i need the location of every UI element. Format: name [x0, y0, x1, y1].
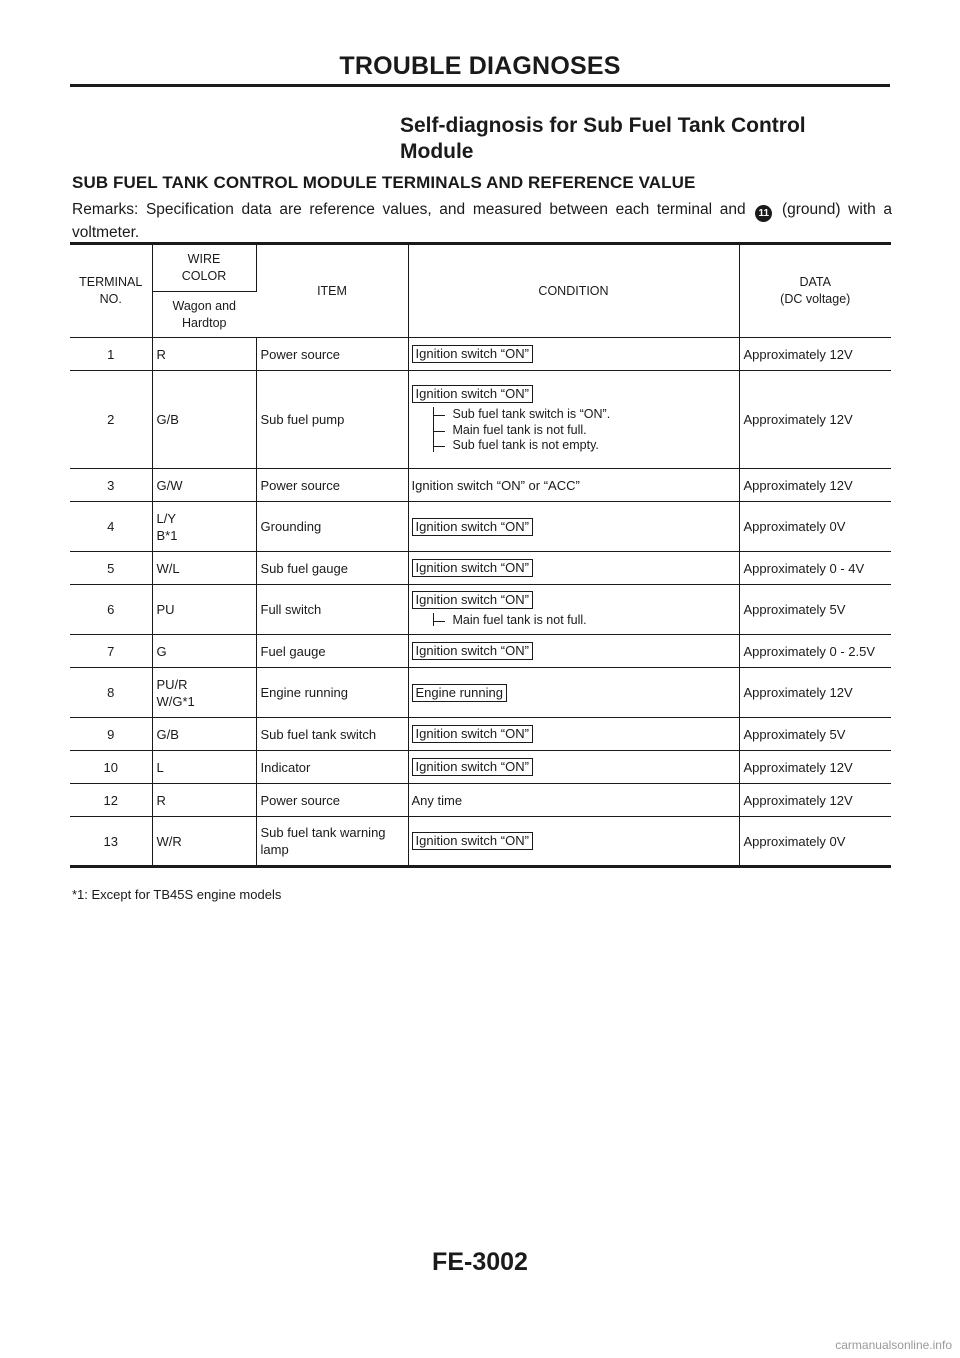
cell-condition: [408, 784, 739, 817]
cell-condition: [408, 338, 739, 371]
cell-condition: [408, 718, 739, 751]
condition-text: Any time: [411, 792, 463, 808]
cell-terminal-no: 7: [70, 635, 152, 668]
item-line-1: Sub fuel pump: [260, 412, 345, 427]
cell-data: Approximately 12V: [739, 371, 891, 469]
cell-wire-color: [152, 718, 256, 751]
cell-data: Approximately 5V: [739, 585, 891, 635]
cell-wire-color: [152, 635, 256, 668]
table-row: [70, 502, 891, 552]
condition-sub-list: [433, 407, 735, 454]
condition-bracket-tick: [433, 415, 445, 416]
wire-color-line-1: W/R: [156, 833, 182, 849]
cell-data: Approximately 12V: [739, 469, 891, 502]
header-divider: [70, 84, 890, 87]
cell-data: Approximately 0 - 2.5V: [739, 635, 891, 668]
condition-sub-item: Main fuel tank is not full.: [452, 612, 587, 627]
wire-color-line-2: B*1: [156, 527, 178, 543]
table-row: [70, 751, 891, 784]
condition-sub-list: [433, 613, 735, 629]
header-wire-sub-line-1: Wagon and: [172, 298, 236, 313]
section-title-line-1: Self-diagnosis for Sub Fuel Tank Control: [400, 114, 806, 137]
cell-terminal-no: 13: [70, 817, 152, 867]
cell-condition: [408, 469, 739, 502]
cell-terminal-no: 2: [70, 371, 152, 469]
cell-data: Approximately 0V: [739, 817, 891, 867]
table-row: [70, 338, 891, 371]
cell-wire-color: [152, 469, 256, 502]
wire-color-line-1: G: [156, 643, 167, 659]
cell-data: Approximately 12V: [739, 668, 891, 718]
cell-item: [256, 817, 408, 867]
header-wire-subheader: [152, 292, 256, 338]
wire-color-line-1: PU: [156, 602, 175, 617]
item-line-1: Sub fuel tank warning: [260, 825, 386, 840]
condition-sub-item: Main fuel tank is not full.: [452, 422, 587, 437]
cell-item: [256, 718, 408, 751]
cell-condition: [408, 371, 739, 469]
item-line-1: Fuel gauge: [260, 643, 326, 659]
condition-text: Ignition switch “ON”: [412, 591, 533, 609]
header-wire-sub-line-2: Hardtop: [182, 315, 227, 330]
header-terminal-line-1: TERMINAL: [79, 275, 143, 289]
condition-bracket: [433, 613, 434, 627]
cell-data: Approximately 12V: [739, 338, 891, 371]
cell-terminal-no: 4: [70, 502, 152, 552]
cell-terminal-no: 9: [70, 718, 152, 751]
header-wire-line-1: WIRE: [187, 252, 221, 266]
cell-wire-color: [152, 371, 256, 469]
cell-condition: [408, 585, 739, 635]
cell-item: [256, 338, 408, 371]
section-title-line-2: Module: [400, 140, 474, 163]
condition-sub-item: Sub fuel tank is not empty.: [452, 438, 599, 453]
cell-wire-color: [152, 502, 256, 552]
condition-bracket-tick: [433, 621, 445, 622]
table-row: [70, 635, 891, 668]
condition-text: Ignition switch “ON” or “ACC”: [411, 477, 580, 493]
wire-color-line-1: G/B: [156, 726, 179, 742]
wire-color-line-1: R: [156, 792, 166, 808]
cell-terminal-no: 8: [70, 668, 152, 718]
cell-item: [256, 751, 408, 784]
condition-text: Ignition switch “ON”: [412, 385, 533, 403]
cell-item: [256, 668, 408, 718]
connector-terminal-symbol: 11: [755, 205, 772, 222]
condition-bracket-tick: [433, 431, 445, 432]
remarks-paragraph: [72, 199, 892, 243]
cell-condition: [408, 817, 739, 867]
cell-data: Approximately 0 - 4V: [739, 552, 891, 585]
section-title: [400, 113, 880, 165]
table-row: [70, 718, 891, 751]
wire-color-line-1: R: [156, 346, 166, 362]
condition-bracket: [433, 407, 434, 452]
cell-terminal-no: 1: [70, 338, 152, 371]
cell-item: [256, 552, 408, 585]
cell-wire-color: [152, 817, 256, 867]
header-data-line-1: DATA: [799, 275, 831, 289]
cell-item: [256, 469, 408, 502]
wire-color-line-1: L: [156, 759, 164, 775]
condition-text: Engine running: [412, 684, 507, 702]
cell-data: Approximately 12V: [739, 751, 891, 784]
item-line-1: Power source: [260, 792, 340, 808]
cell-condition: [408, 635, 739, 668]
condition-text: Ignition switch “ON”: [412, 832, 533, 850]
wire-color-line-1: G/B: [156, 412, 179, 427]
table-row: [70, 784, 891, 817]
wire-color-line-1: PU/R: [156, 676, 188, 692]
condition-text: Ignition switch “ON”: [412, 559, 533, 577]
table-row: [70, 469, 891, 502]
cell-item: [256, 502, 408, 552]
header-terminal-line-2: NO.: [99, 292, 122, 306]
header-data-line-2: (DC voltage): [780, 292, 851, 306]
table-row: [70, 817, 891, 867]
cell-condition: [408, 502, 739, 552]
cell-data: Approximately 0V: [739, 502, 891, 552]
cell-wire-color: [152, 338, 256, 371]
table-heading: SUB FUEL TANK CONTROL MODULE TERMINALS AND REFERENCE VALUE: [72, 173, 696, 192]
wire-color-line-1: W/L: [156, 560, 180, 576]
condition-text: Ignition switch “ON”: [412, 518, 533, 536]
cell-item: [256, 585, 408, 635]
terminals-reference-table: [70, 242, 891, 868]
remarks-text-end: (ground) with a voltmeter.: [72, 201, 893, 241]
item-line-2: lamp: [260, 842, 289, 857]
table-row: [70, 585, 891, 635]
table-row: [70, 552, 891, 585]
cell-data: Approximately 5V: [739, 718, 891, 751]
item-line-1: Power source: [260, 346, 340, 362]
cell-terminal-no: 12: [70, 784, 152, 817]
page-number: FE-3002: [432, 1248, 528, 1276]
wire-color-line-1: G/W: [156, 477, 183, 493]
cell-condition: [408, 552, 739, 585]
condition-text: Ignition switch “ON”: [412, 725, 533, 743]
cell-item: [256, 784, 408, 817]
header-item: ITEM: [256, 244, 408, 338]
cell-wire-color: [152, 751, 256, 784]
cell-wire-color: [152, 784, 256, 817]
cell-data: Approximately 12V: [739, 784, 891, 817]
table-row: [70, 668, 891, 718]
item-line-1: Sub fuel gauge: [260, 560, 348, 576]
condition-bracket-tick: [433, 446, 445, 447]
item-line-1: Indicator: [260, 759, 311, 775]
remarks-text-start: Remarks: Specification data are reference values, and measured between each terminal and: [72, 201, 746, 218]
condition-text: Ignition switch “ON”: [412, 345, 533, 363]
table-body: [70, 338, 891, 867]
header-condition: CONDITION: [408, 244, 739, 338]
item-line-1: Engine running: [260, 685, 348, 700]
cell-wire-color: [152, 552, 256, 585]
footnote: *1: Except for TB45S engine models: [72, 887, 282, 902]
condition-sub-item: Sub fuel tank switch is “ON”.: [452, 407, 611, 422]
cell-condition: [408, 668, 739, 718]
table-row: [70, 371, 891, 469]
wire-color-line-1: L/Y: [156, 510, 177, 526]
cell-terminal-no: 5: [70, 552, 152, 585]
cell-wire-color: [152, 585, 256, 635]
page-header-title: TROUBLE DIAGNOSES: [339, 52, 621, 80]
cell-terminal-no: 3: [70, 469, 152, 502]
item-line-1: Sub fuel tank switch: [260, 726, 377, 742]
condition-text: Ignition switch “ON”: [412, 758, 533, 776]
header-wire-color: [152, 244, 256, 292]
item-line-1: Grounding: [260, 519, 322, 534]
watermark: carmanualsonline.info: [835, 1338, 952, 1352]
condition-text: Ignition switch “ON”: [412, 642, 533, 660]
cell-condition: [408, 751, 739, 784]
cell-terminal-no: 6: [70, 585, 152, 635]
cell-terminal-no: 10: [70, 751, 152, 784]
cell-item: [256, 635, 408, 668]
item-line-1: Power source: [260, 477, 340, 493]
header-terminal-no: [70, 244, 152, 338]
item-line-1: Full switch: [260, 602, 322, 617]
cell-wire-color: [152, 668, 256, 718]
wire-color-line-2: W/G*1: [156, 693, 195, 709]
header-data: [739, 244, 891, 338]
header-wire-line-2: COLOR: [181, 269, 227, 283]
cell-item: [256, 371, 408, 469]
